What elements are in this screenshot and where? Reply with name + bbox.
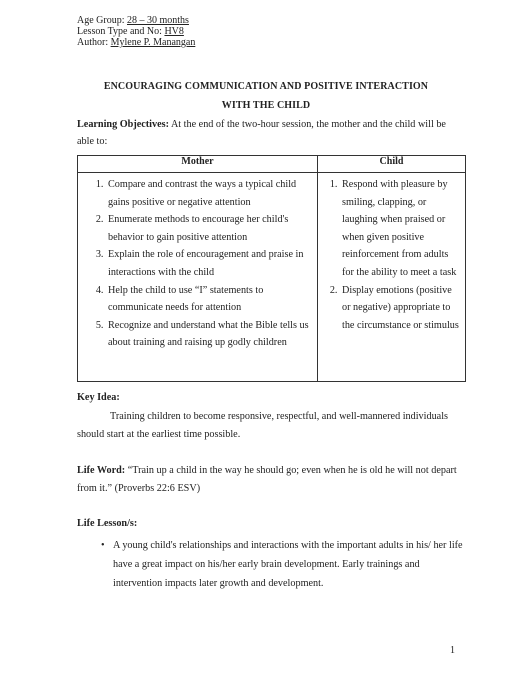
table-row [78,173,466,382]
key-idea-heading: Key Idea: [77,392,120,403]
page-number: 1 [450,645,455,656]
life-word-text: “Train up a child in the way he should go; even when he is old he will not depart from it.” (Proverbs 22:6 ESV) [77,465,457,494]
age-group-line [77,15,195,26]
learning-objectives-text: At the end of the two-hour session, the mother and the child will be able to: [77,119,446,147]
lesson-type-value: HV8 [164,26,184,37]
list-item: 5. Recognize and understand what the Bible tells us about training and raising up godly children [106,317,313,352]
list-item: 1. Compare and contrast the ways a typical child gains positive or negative attention [106,176,313,211]
lesson-type-line [77,26,195,37]
life-lesson-text: A young child's relationships and interactions with the important adults in his/ her life have a great impact on his/her early brain development. Early trainings and intervention impacts later growth and development. [113,540,463,589]
mother-objectives-cell [78,173,318,382]
life-word-label: Life Word: [77,465,126,476]
objectives-table [77,155,466,382]
learning-objectives [77,116,465,150]
child-objectives-cell [318,173,466,382]
mother-column-header: Mother [78,156,318,173]
list-item: 3. Explain the role of encouragement and praise in interactions with the child [106,246,313,281]
list-item: 1. Respond with pleasure by smiling, clapping, or laughing when praised or when given positive reinforcement from adults for the ability to meet a task [340,176,461,282]
table-header-row [78,156,466,173]
age-group-value: 28 – 30 months [127,15,189,26]
list-item: 2. Display emotions (positive or negative) appropriate to the circumstance or stimulus [340,282,461,335]
key-idea-text: Training children to become responsive, respectful, and well-mannered individuals should start at the earliest time possible. [77,411,448,440]
learning-objectives-label: Learning Objectives: [77,119,169,130]
mother-objectives-list [82,176,313,352]
child-column-header: Child [318,156,466,173]
list-item: 4. Help the child to use “I” statements to communicate needs for attention [106,282,313,317]
author-line [77,37,195,48]
list-item: 2. Enumerate methods to encourage her child's behavior to gain positive attention [106,211,313,246]
life-word [77,462,467,498]
author-label: Author: [77,37,111,48]
document-title-line-1: ENCOURAGING COMMUNICATION AND POSITIVE INTERACTION [103,81,429,92]
bullet-icon: • [101,540,105,551]
document-title-line-2: WITH THE CHILD [221,100,311,111]
life-lesson-heading: Life Lesson/s: [77,518,138,529]
lesson-header [77,15,195,48]
age-group-label: Age Group: [77,15,127,26]
lesson-type-label: Lesson Type and No: [77,26,165,37]
life-lesson-bullet [101,536,467,593]
child-objectives-list [322,176,461,334]
author-value: Mylene P. Manangan [110,37,196,48]
